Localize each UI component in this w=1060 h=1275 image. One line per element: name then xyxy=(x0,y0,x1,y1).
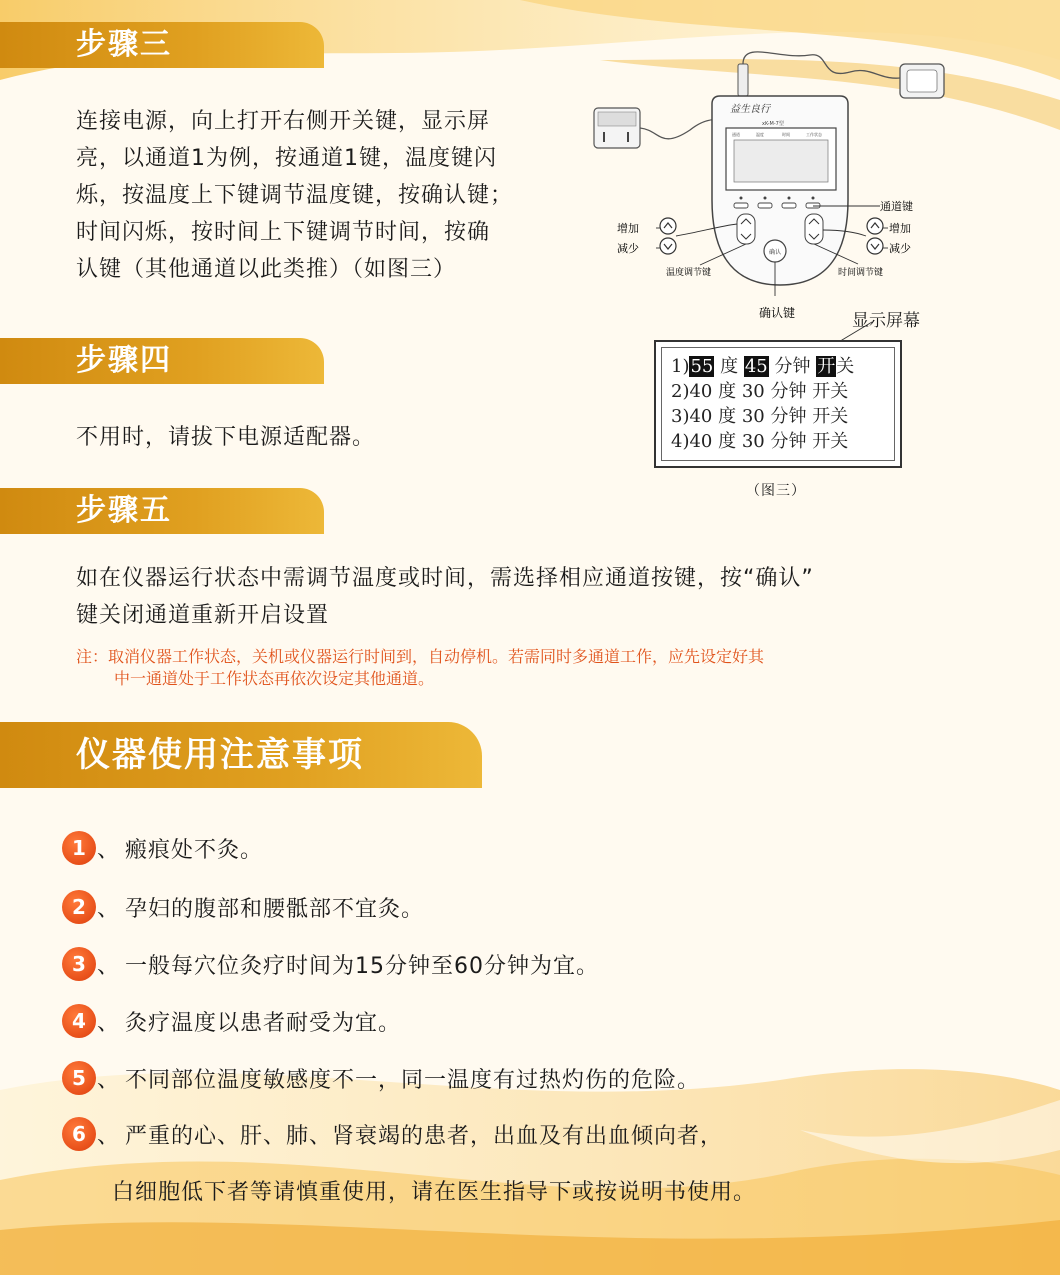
callout-channel-key: 通道键 xyxy=(880,200,913,213)
callout-time-key: 时间调节键 xyxy=(838,268,884,278)
screen-time: 30 xyxy=(741,381,765,402)
lcd-header: 温度 xyxy=(756,132,764,137)
device-model: xK-M-7型 xyxy=(762,121,784,127)
step3-line: 认键（其他通道以此类推）（如图三） xyxy=(76,257,457,282)
item-text: 一般每穴位灸疗时间为15分钟至60分钟为宜。 xyxy=(125,953,600,979)
item-text: 灸疗温度以患者耐受为宜。 xyxy=(125,1010,402,1036)
screen-off: 关 xyxy=(830,431,849,452)
item-text: 孕妇的腹部和腰骶部不宜灸。 xyxy=(125,896,425,922)
list-item xyxy=(62,1116,723,1152)
step5-tab xyxy=(0,488,324,534)
right-up-down-icon xyxy=(867,218,883,254)
callout-decrease-left: 减少 xyxy=(617,242,639,255)
number-badge: 4 xyxy=(62,1004,96,1038)
screen-row-index: 4) xyxy=(671,431,690,452)
screen-deg-unit: 度 xyxy=(720,356,739,377)
left-up-down-icon xyxy=(660,218,676,254)
step3-line: 烁，按温度上下键调节温度键，按确认键； xyxy=(76,183,514,208)
probe-cable-icon xyxy=(738,52,944,98)
device-body xyxy=(712,96,848,285)
callout-confirm-key: 确认键 xyxy=(759,306,796,320)
number-badge: 6 xyxy=(62,1117,96,1151)
screen-row-index: 3) xyxy=(671,406,690,427)
confirm-button-label: 确认 xyxy=(769,249,782,256)
callout-temp-key: 温度调节键 xyxy=(666,268,712,278)
item-separator: 、 xyxy=(97,953,120,979)
screen-off: 关 xyxy=(830,406,849,427)
item-separator: 、 xyxy=(97,896,120,922)
item-text: 瘢痕处不灸。 xyxy=(125,837,264,863)
list-item xyxy=(62,1060,700,1096)
callout-increase-right: 增加 xyxy=(889,222,911,235)
screen-min-unit: 分钟 xyxy=(770,431,807,452)
screen-on-highlighted: 开 xyxy=(817,356,836,377)
list-item xyxy=(62,889,424,925)
power-adapter-icon xyxy=(594,108,722,148)
screen-time: 30 xyxy=(741,431,765,452)
screen-row xyxy=(671,355,854,379)
screen-on: 开 xyxy=(812,381,831,402)
item-separator: 、 xyxy=(97,837,120,863)
screen-off: 关 xyxy=(830,381,849,402)
lcd-header: 通道 xyxy=(732,132,740,137)
list-item xyxy=(62,830,263,866)
screen-label: 显示屏幕 xyxy=(852,311,920,331)
step3-line: 连接电源，向上打开右侧开关键，显示屏 xyxy=(76,109,491,134)
screen-deg-unit: 度 xyxy=(718,406,737,427)
screen-temp-highlighted: 55 xyxy=(690,356,714,377)
step4-text: 不用时，请拔下电源适配器。 xyxy=(76,425,376,450)
step5-text xyxy=(76,560,996,634)
item-separator: 、 xyxy=(97,1067,120,1093)
number-badge: 3 xyxy=(62,947,96,981)
step4-title: 步骤四 xyxy=(76,343,172,378)
step3-line: 亮，以通道1为例，按通道1键，温度键闪 xyxy=(76,146,497,171)
note xyxy=(76,646,976,690)
screen-row xyxy=(671,380,848,404)
lcd-header: 工作状态 xyxy=(806,132,822,137)
screen-row xyxy=(671,405,848,429)
step5-title: 步骤五 xyxy=(76,493,172,528)
screen-temp: 40 xyxy=(689,406,713,427)
screen-time-highlighted: 45 xyxy=(744,356,768,377)
device-diagram xyxy=(0,0,1060,340)
lcd-header: 时间 xyxy=(782,132,790,137)
screen-deg-unit: 度 xyxy=(718,381,737,402)
screen-min-unit: 分钟 xyxy=(770,406,807,427)
item-separator: 、 xyxy=(97,1010,120,1036)
number-badge: 5 xyxy=(62,1061,96,1095)
note-line: 中一通道处于工作状态再依次设定其他通道。 xyxy=(114,669,435,688)
screen-temp: 40 xyxy=(689,431,713,452)
screen-deg-unit: 度 xyxy=(718,431,737,452)
screen-min-unit: 分钟 xyxy=(770,381,807,402)
screen-min-unit: 分钟 xyxy=(774,356,811,377)
step5-line: 如在仪器运行状态中需调节温度或时间，需选择相应通道按键，按“确认” xyxy=(76,566,814,591)
precautions-tab xyxy=(0,722,482,788)
callout-increase-left: 增加 xyxy=(617,222,639,235)
number-badge: 2 xyxy=(62,890,96,924)
screen-row-index: 2) xyxy=(671,381,690,402)
number-badge: 1 xyxy=(62,831,96,865)
screen-temp: 40 xyxy=(689,381,713,402)
figure-caption: （图三） xyxy=(746,483,806,499)
screen-on: 开 xyxy=(812,431,831,452)
screen-row xyxy=(671,430,848,454)
step4-tab xyxy=(0,338,324,384)
list-item xyxy=(62,946,599,982)
screen-time: 30 xyxy=(741,406,765,427)
item-text: 不同部位温度敏感度不一，同一温度有过热灼伤的危险。 xyxy=(125,1067,701,1093)
step5-line: 键关闭通道重新开启设置 xyxy=(76,603,330,628)
callout-decrease-right: 减少 xyxy=(889,242,911,255)
screen-on: 开 xyxy=(812,406,831,427)
screen-row-index: 1) xyxy=(671,356,690,377)
screen-off: 关 xyxy=(836,356,855,377)
item-text: 严重的心、肝、肺、肾衰竭的患者，出血及有出血倾向者， xyxy=(125,1123,724,1149)
list-item xyxy=(62,1003,401,1039)
step3-line: 时间闪烁，按时间上下键调节时间，按确 xyxy=(76,220,491,245)
list-item-continuation: 白细胞低下者等请慎重使用，请在医生指导下或按说明书使用。 xyxy=(112,1180,757,1205)
device-brand: 益生良行 xyxy=(730,104,770,115)
note-line: 注：取消仪器工作状态，关机或仪器运行时间到，自动停机。若需同时多通道工作，应先设定好其 xyxy=(76,647,765,666)
display-screen-figure xyxy=(654,340,902,468)
step3-title: 步骤三 xyxy=(76,27,172,62)
item-separator: 、 xyxy=(97,1123,120,1149)
precautions-title: 仪器使用注意事项 xyxy=(76,735,364,775)
